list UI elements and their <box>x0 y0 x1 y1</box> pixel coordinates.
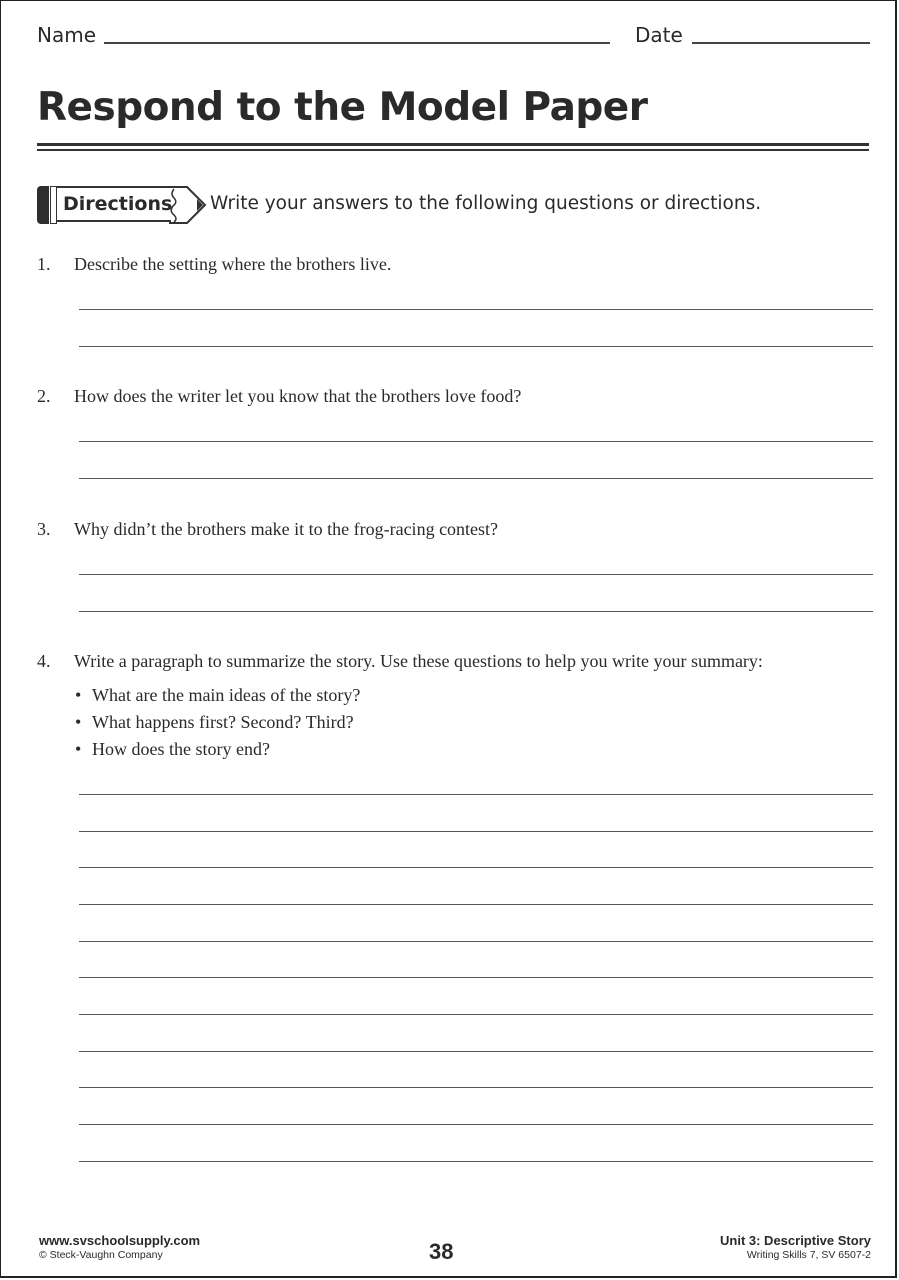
answer-line[interactable] <box>79 867 873 868</box>
answer-line[interactable] <box>79 478 873 479</box>
question-number: 4. <box>37 651 51 671</box>
date-field[interactable] <box>692 42 870 44</box>
answer-line[interactable] <box>79 309 873 310</box>
answer-line[interactable] <box>79 574 873 575</box>
series-code: Writing Skills 7, SV 6507-2 <box>746 1249 871 1261</box>
pencil-tip-icon <box>169 186 209 224</box>
answer-line[interactable] <box>79 1014 873 1015</box>
question-number: 2. <box>37 386 51 406</box>
question-4-bullets <box>75 685 360 766</box>
question-number: 1. <box>37 254 51 274</box>
question-text: Describe the setting where the brothers live. <box>74 254 392 274</box>
answer-line[interactable] <box>79 941 873 942</box>
publisher-url: www.svschoolsupply.com <box>39 1233 201 1248</box>
directions-badge-label: Directions <box>63 193 173 215</box>
title-divider-secondary <box>37 149 869 151</box>
directions-text: Write your answers to the following questions or directions. <box>210 193 762 214</box>
page-title: Respond to the Model Paper <box>37 85 648 130</box>
copyright: © Steck-Vaughn Company <box>39 1249 163 1261</box>
bullet-item: • How does the story end? <box>75 739 270 759</box>
header <box>37 23 865 49</box>
question-text: Why didn’t the brothers make it to the frog-racing contest? <box>74 519 499 539</box>
name-field[interactable] <box>104 42 610 44</box>
date-label: Date <box>635 23 683 47</box>
bullet-item: • What happens first? Second? Third? <box>75 712 354 732</box>
footer-left <box>39 1233 200 1261</box>
unit-title: Unit 3: Descriptive Story <box>720 1233 871 1248</box>
pencil-band-icon <box>50 186 57 224</box>
directions-badge <box>57 186 171 222</box>
question-text: How does the writer let you know that the brothers love food? <box>74 386 522 406</box>
title-divider <box>37 143 869 146</box>
question-text: Write a paragraph to summarize the story. Use these questions to help you write your summary: <box>74 651 763 671</box>
answer-line[interactable] <box>79 904 873 905</box>
name-label: Name <box>37 23 97 47</box>
page-number: 38 <box>429 1239 454 1264</box>
answer-line[interactable] <box>79 346 873 347</box>
answer-line[interactable] <box>79 1161 873 1162</box>
answer-line[interactable] <box>79 1087 873 1088</box>
pencil-eraser-icon <box>37 186 49 224</box>
footer-right <box>720 1233 871 1261</box>
bullet-item: • What are the main ideas of the story? <box>75 685 361 705</box>
answer-line[interactable] <box>79 977 873 978</box>
answer-line[interactable] <box>79 794 873 795</box>
answer-line[interactable] <box>79 1124 873 1125</box>
answer-line[interactable] <box>79 831 873 832</box>
answer-line[interactable] <box>79 441 873 442</box>
question-number: 3. <box>37 519 51 539</box>
answer-line[interactable] <box>79 1051 873 1052</box>
answer-line[interactable] <box>79 611 873 612</box>
